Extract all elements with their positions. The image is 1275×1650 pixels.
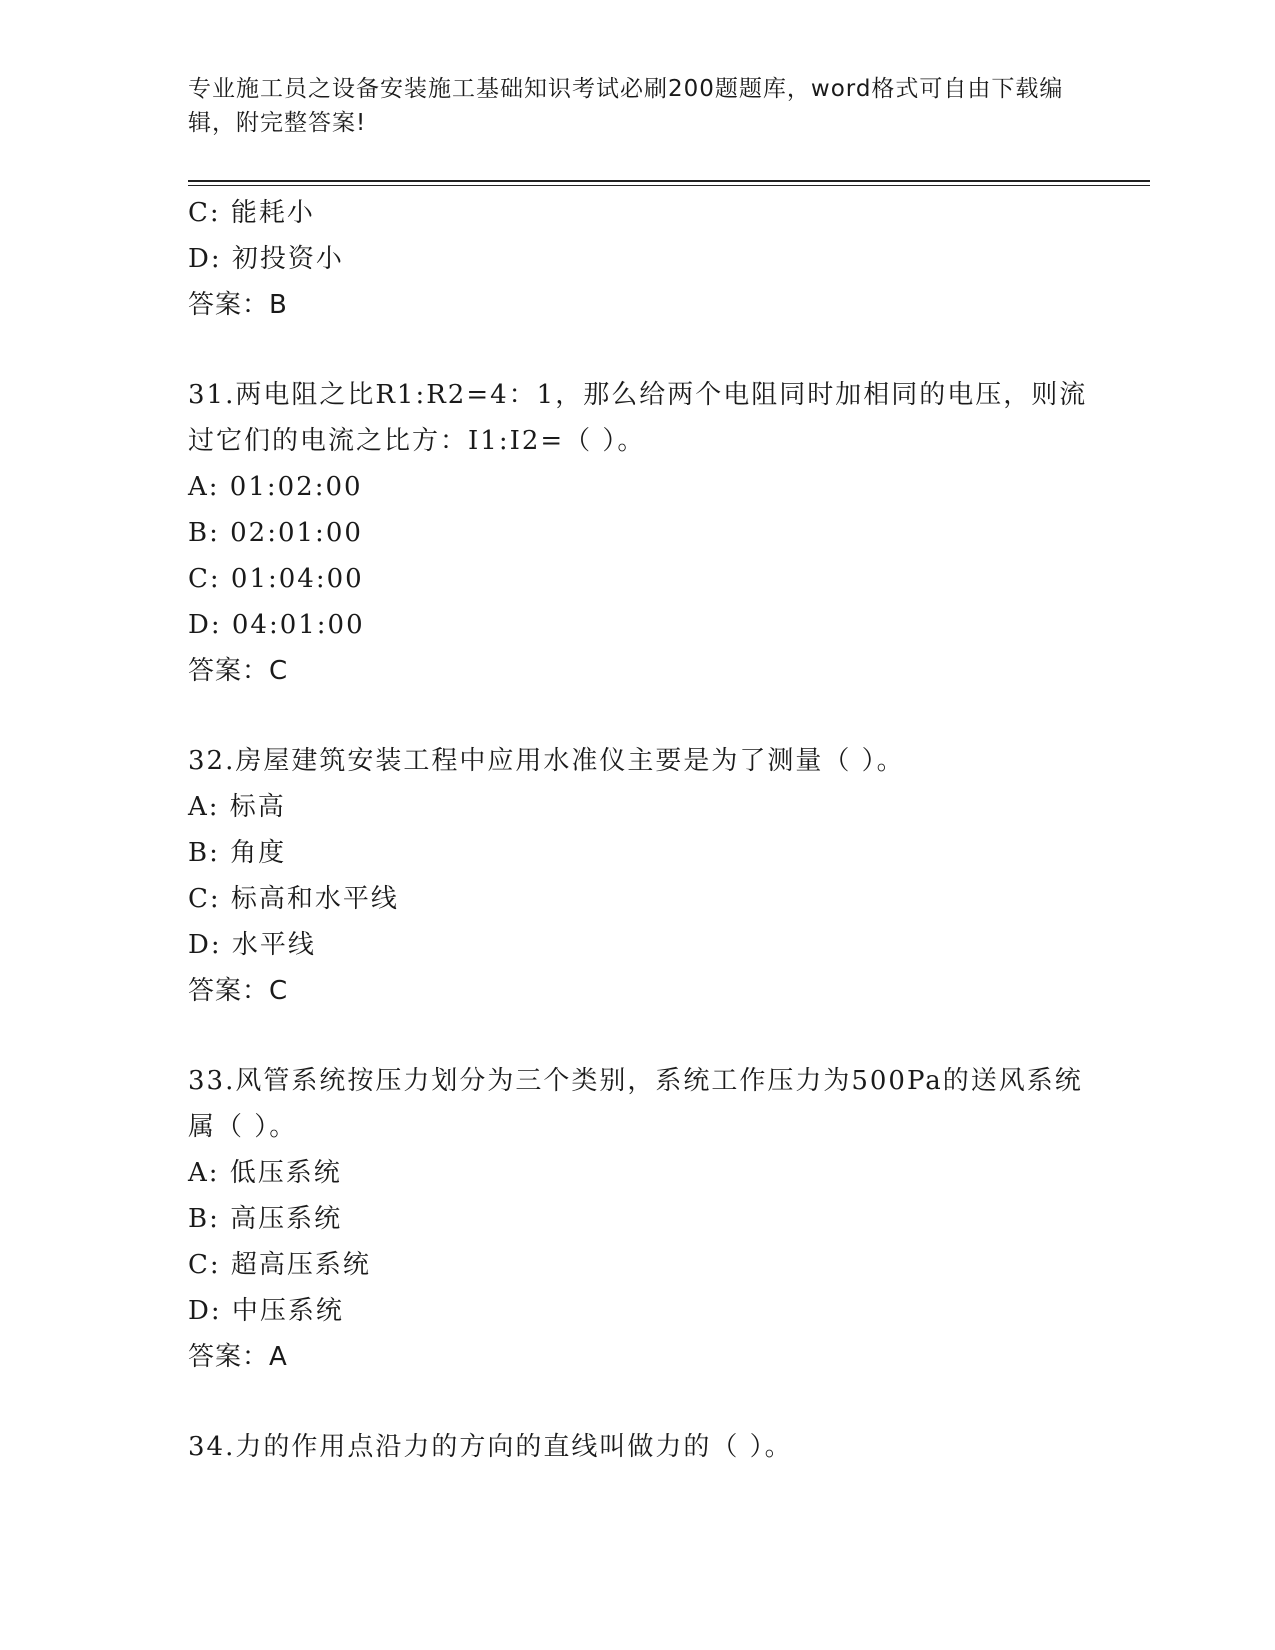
option-d: D: 水平线 bbox=[188, 930, 316, 960]
option-c: C: 01:04:00 bbox=[188, 564, 364, 594]
option-a: A: 标高 bbox=[188, 792, 286, 822]
question-34 bbox=[188, 1424, 1088, 1470]
previous-question-tail bbox=[188, 190, 1088, 328]
option-a: A: 低压系统 bbox=[188, 1158, 342, 1188]
answer-label: 答案：B bbox=[188, 290, 288, 320]
answer-label: 答案：A bbox=[188, 1342, 288, 1372]
question-list bbox=[188, 190, 1088, 1470]
question-stem: 31.两电阻之比R1:R2=4：1，那么给两个电阻同时加相同的电压，则流过它们的电流之比方：I1:I2=（ ）。 bbox=[188, 380, 1088, 456]
option-d: D: 中压系统 bbox=[188, 1296, 344, 1326]
option-a: A: 01:02:00 bbox=[188, 472, 363, 502]
page-header: 专业施工员之设备安装施工基础知识考试必刷200题题库，word格式可自由下载编辑，附完整答案! bbox=[188, 76, 1064, 136]
question-stem: 34.力的作用点沿力的方向的直线叫做力的（ ）。 bbox=[188, 1432, 793, 1462]
question-stem: 32.房屋建筑安装工程中应用水准仪主要是为了测量（ ）。 bbox=[188, 746, 905, 776]
option-b: B: 角度 bbox=[188, 838, 287, 868]
option-b: B: 高压系统 bbox=[188, 1204, 343, 1234]
question-31 bbox=[188, 372, 1088, 694]
option-c: C: 能耗小 bbox=[188, 198, 315, 228]
option-c: C: 超高压系统 bbox=[188, 1250, 371, 1280]
question-stem: 33.风管系统按压力划分为三个类别，系统工作压力为500Pa的送风系统属（ ）。 bbox=[188, 1066, 1083, 1142]
question-33 bbox=[188, 1058, 1088, 1380]
option-b: B: 02:01:00 bbox=[188, 518, 363, 548]
header-divider bbox=[188, 180, 1150, 186]
answer-label: 答案：C bbox=[188, 656, 289, 686]
option-c: C: 标高和水平线 bbox=[188, 884, 399, 914]
answer-label: 答案：C bbox=[188, 976, 289, 1006]
option-d: D: 初投资小 bbox=[188, 244, 344, 274]
option-d: D: 04:01:00 bbox=[188, 610, 365, 640]
question-32 bbox=[188, 738, 1088, 1014]
